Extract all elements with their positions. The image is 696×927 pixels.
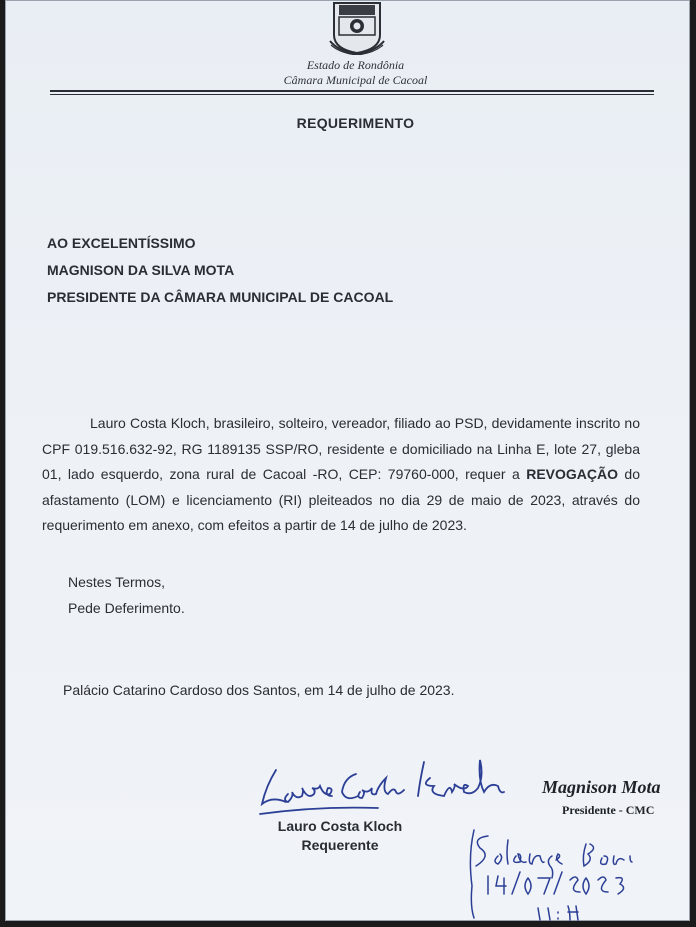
- handwritten-receipt-note: [458, 826, 658, 922]
- body-paragraph: [42, 411, 640, 539]
- signer-role: Requerente: [301, 837, 379, 853]
- place-date: Palácio Catarino Cardoso dos Santos, em 14 de julho de 2023.: [63, 682, 455, 698]
- header-divider: [50, 90, 654, 92]
- closing-line-1: Nestes Termos,: [68, 574, 165, 590]
- body-text-1: Lauro Costa Kloch, brasileiro, solteiro, vereador, filiado ao PSD, devidamente inscrito no CPF 019.516.632-92, RG 1189135 SSP/RO, residente e domiciliado na Linha E, lote 27, gleba 01, lado esquerdo, zona rural de Cacoal -RO, CEP: 79760-000, requer a: [42, 415, 640, 482]
- coat-of-arms-icon: [328, 1, 386, 55]
- handwritten-signature: [258, 756, 513, 818]
- document-page: [5, 0, 690, 921]
- body-text-2: do afastamento (LOM) e licenciamento (RI) pleiteados no dia 29 de maio de 2023, através do requerimento em anexo, com efeitos a partir de 14 de julho de 2023.: [42, 466, 641, 533]
- document-title: REQUERIMENTO: [296, 115, 415, 131]
- header-chamber: Câmara Municipal de Cacoal: [283, 73, 428, 87]
- addressee-line-2: MAGNISON DA SILVA MOTA: [47, 262, 235, 278]
- president-stamp-name: Magnison Mota: [542, 777, 661, 797]
- signer-name: Lauro Costa Kloch: [277, 818, 403, 834]
- header-divider-thin: [50, 94, 654, 95]
- president-stamp-role: Presidente - CMC: [562, 803, 655, 817]
- body-bold-word: REVOGAÇÃO: [526, 466, 618, 482]
- addressee-line-3: PRESIDENTE DA CÂMARA MUNICIPAL DE CACOAL: [47, 289, 394, 305]
- addressee-line-1: AO EXCELENTÍSSIMO: [47, 235, 196, 251]
- header-state: Estado de Rondônia: [306, 58, 405, 72]
- closing-line-2: Pede Deferimento.: [68, 600, 185, 616]
